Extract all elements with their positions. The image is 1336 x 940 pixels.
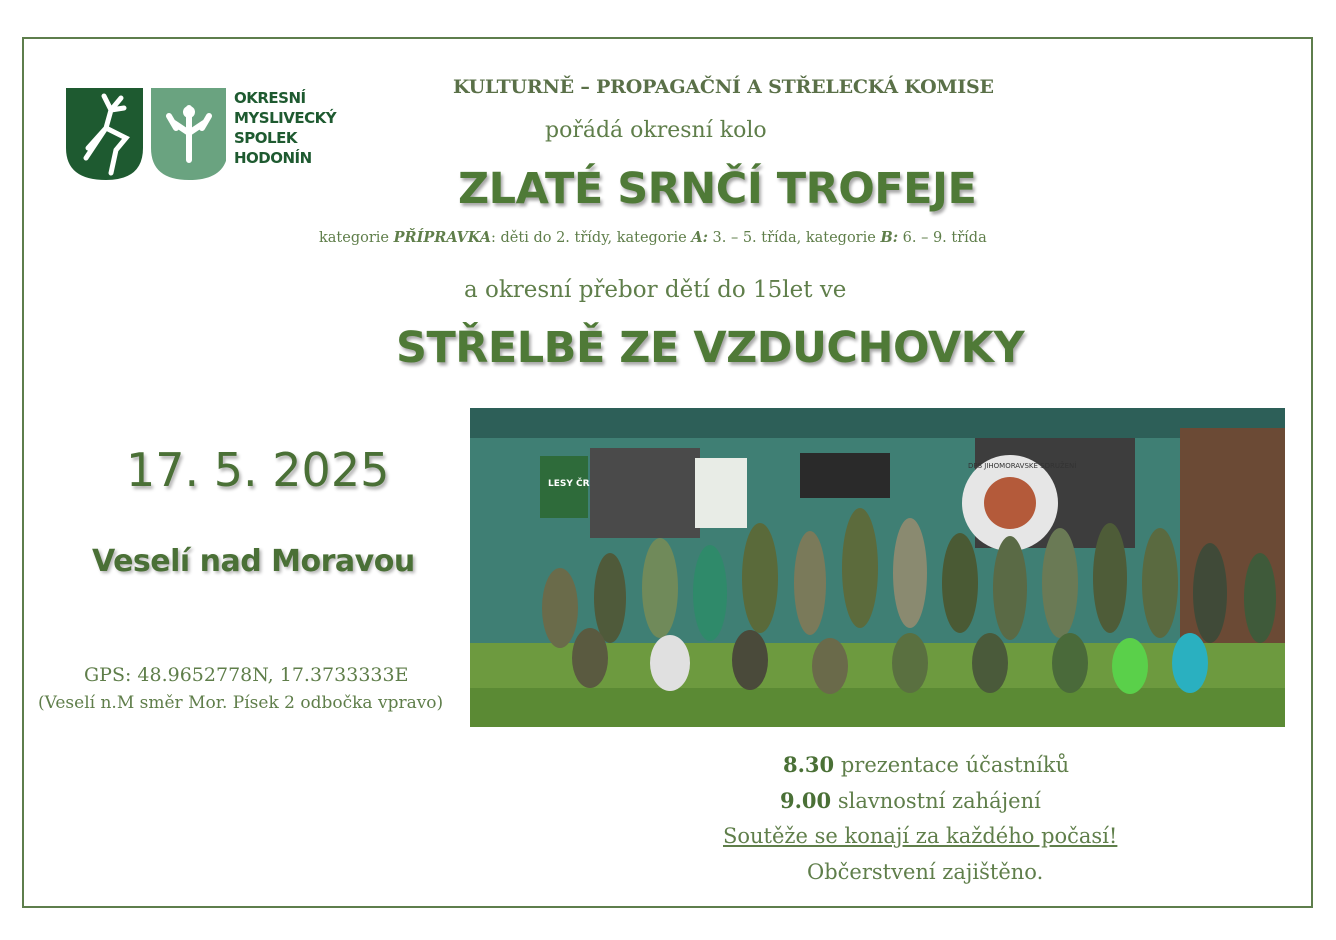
categories-line [319, 229, 987, 246]
event-date: 17. 5. 2025 [126, 443, 390, 497]
category-b: B: [880, 229, 899, 246]
group-photo [470, 408, 1285, 727]
category-a: A: [691, 229, 708, 246]
gps-directions: (Veselí n.M směr Mor. Písek 2 odbočka vpravo) [38, 693, 444, 713]
refreshments-note: Občerstvení zajištěno. [807, 860, 1044, 884]
schedule-text-2: slavnostní zahájení [831, 789, 1041, 813]
organization-logo [66, 88, 366, 184]
organizes-text: pořádá okresní kolo [545, 118, 767, 143]
logo-line-3: HODONÍN [234, 149, 312, 167]
subtitle: a okresní přebor dětí do 15let ve [464, 277, 847, 303]
categories-text-1: : děti do 2. třídy, kategorie [491, 230, 692, 246]
logo-line-2: MYSLIVECKÝ SPOLEK [234, 109, 337, 147]
photo-sign-lesy: LESY ČR [548, 479, 590, 489]
categories-text-3: 6. – 9. třída [898, 230, 987, 246]
event-place: Veselí nad Moravou [92, 544, 415, 579]
schedule-item-registration [783, 752, 1069, 777]
schedule-item-opening [780, 788, 1041, 813]
weather-notice: Soutěže se konají za každého počasí! [723, 824, 1118, 848]
deer-shield-icon [66, 88, 226, 184]
event-title: ZLATÉ SRNČÍ TROFEJE [458, 164, 977, 214]
gps-coordinates: GPS: 48.9652778N, 17.3733333E [84, 664, 409, 686]
schedule-time-2: 9.00 [780, 788, 832, 813]
discipline-title: STŘELBĚ ZE VZDUCHOVKY [396, 323, 1025, 373]
logo-text [234, 88, 366, 168]
schedule-time-1: 8.30 [783, 752, 835, 777]
categories-text-2: 3. – 5. třída, kategorie [707, 230, 881, 246]
committee-heading: KULTURNĚ – PROPAGAČNÍ A STŘELECKÁ KOMISE [453, 76, 994, 98]
category-pripravka: PŘÍPRAVKA [393, 229, 492, 246]
photo-sign-dps: DPS JIHOMORAVSKÉ SDRUŽENÍ [968, 462, 1077, 470]
schedule-text-1: prezentace účastníků [834, 753, 1070, 777]
logo-line-1: OKRESNÍ [234, 89, 306, 107]
categories-prefix: kategorie [319, 230, 394, 246]
